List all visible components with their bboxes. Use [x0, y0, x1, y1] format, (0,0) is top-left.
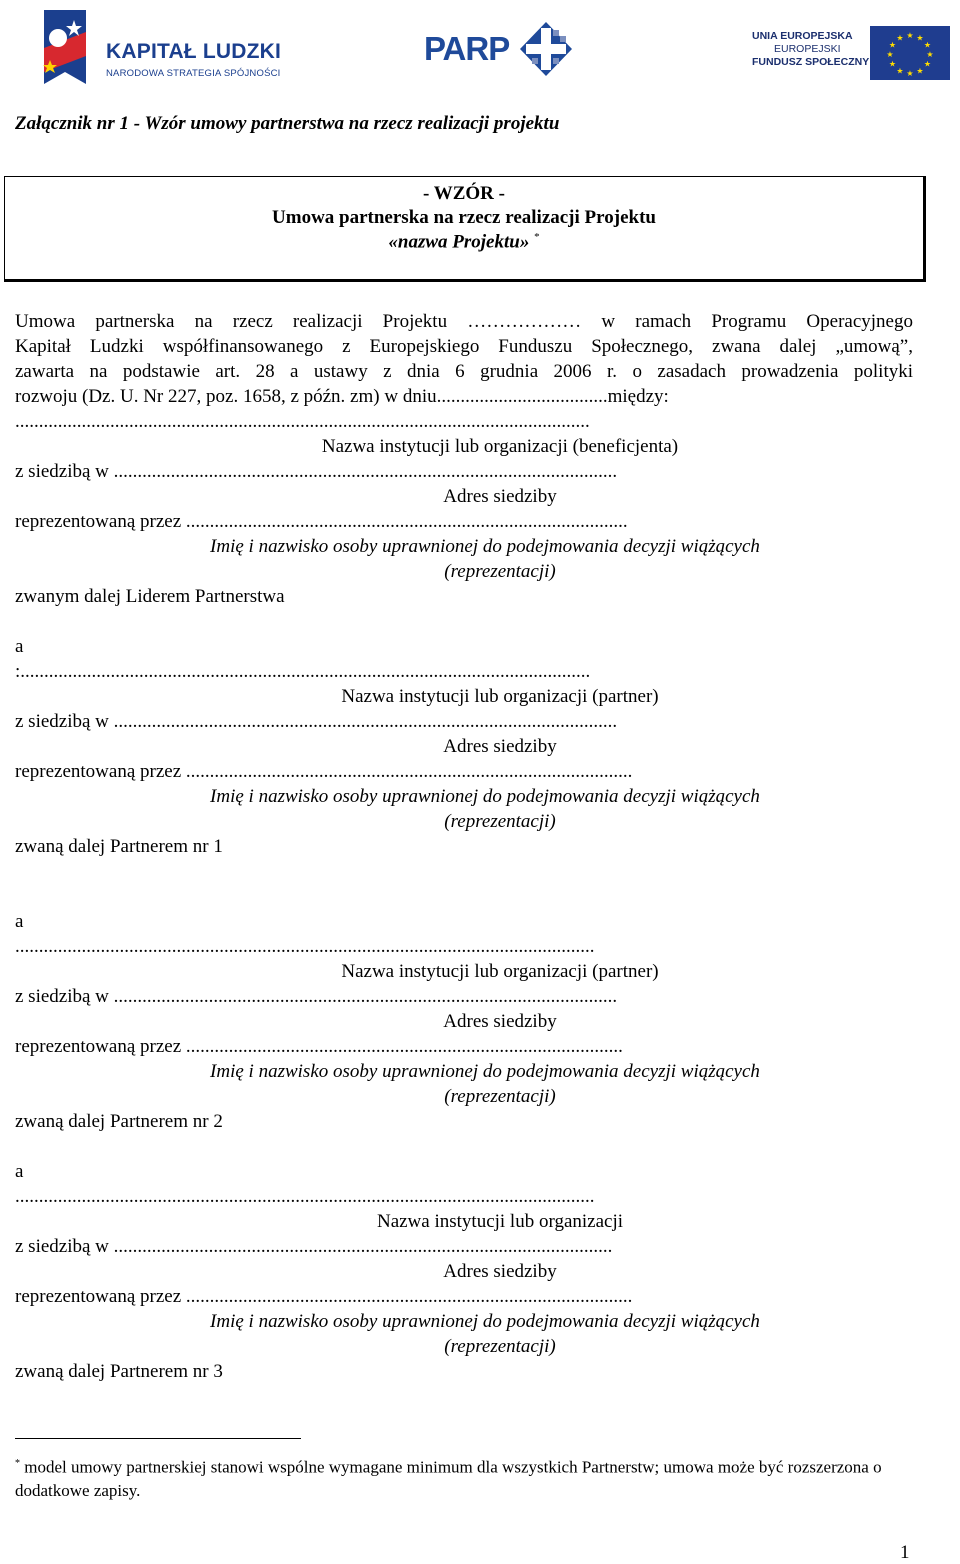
partner1-rep-field: reprezentowaną przez ..............................................................................................	[15, 761, 633, 782]
leader-rep-caption: Imię i nazwisko osoby uprawnionej do podejmowania decyzji wiążących	[210, 536, 760, 557]
kapital-ludzki-logo	[36, 10, 296, 92]
template-label: - WZÓR -	[423, 183, 505, 204]
eu-line: UNIA EUROPEJSKA	[752, 30, 853, 42]
footnote	[15, 1452, 925, 1502]
footnote-text: model umowy partnerskiej stanowi wspólne wymagane minimum dla wszystkich Partnerstw; umowa może być rozszerzona o dodatkowe zapisy.	[15, 1457, 882, 1500]
leader-seat-caption: Adres siedziby	[443, 486, 557, 507]
page-number: 1	[900, 1542, 910, 1563]
partner2-seat-field: z siedzibą w ..........................................................................................................	[15, 986, 618, 1007]
svg-text:★: ★	[916, 33, 924, 43]
project-name-placeholder	[5, 231, 923, 253]
agreement-title-box	[4, 176, 926, 282]
partner1-name-field: :........................................................................................................................	[15, 661, 591, 682]
partner3-seat-field: z siedzibą w .........................................................................................................	[15, 1236, 613, 1257]
efs-line1: EUROPEJSKI	[774, 43, 841, 55]
leader-name-caption: Nazwa instytucji lub organizacji (beneficjenta)	[321, 436, 679, 457]
footnote-divider	[15, 1438, 301, 1439]
leader-rep-field: reprezentowaną przez .............................................................................................	[15, 511, 628, 532]
partner3-rep-caption: Imię i nazwisko osoby uprawnionej do podejmowania decyzji wiążących	[210, 1311, 760, 1332]
eu-efs-text	[752, 30, 869, 69]
partner3-name-caption: Nazwa instytucji lub organizacji	[376, 1211, 624, 1232]
partner2-and: a	[15, 911, 24, 932]
partner3-rep-caption-2: (reprezentacji)	[444, 1336, 556, 1357]
eu-efs-logo	[752, 22, 952, 82]
svg-text:★: ★	[916, 66, 924, 76]
svg-text:★: ★	[888, 40, 897, 50]
svg-text:★: ★	[888, 59, 897, 69]
leader-called: zwanym dalej Liderem Partnerstwa	[15, 586, 285, 607]
svg-text:★: ★	[923, 40, 932, 50]
svg-text:★: ★	[923, 59, 932, 69]
partner3-name-field: ..........................................................................................................................	[15, 1186, 595, 1207]
partner3-seat-caption: Adres siedziby	[443, 1261, 557, 1282]
intro-line-1: Umowa partnerska na rzecz realizacji Projektu ……………… w ramach Programu Operacyjnego	[15, 311, 913, 332]
partner2-called: zwaną dalej Partnerem nr 2	[15, 1111, 223, 1132]
intro-line-3: zawarta na podstawie art. 28 a ustawy z dnia 6 grudnia 2006 r. o zasadach prowadzenia polityki	[15, 361, 913, 382]
partner2-rep-field: reprezentowaną przez ............................................................................................	[15, 1036, 623, 1057]
parp-wordmark: PARP	[424, 30, 510, 67]
intro-line-4: rozwoju (Dz. U. Nr 227, poz. 1658, z późn. zm) w dniu....................................między:	[15, 386, 669, 407]
partner1-seat-caption: Adres siedziby	[443, 736, 557, 757]
efs-line2: FUNDUSZ SPOŁECZNY	[752, 56, 870, 68]
partner3-and: a	[15, 1161, 24, 1182]
partner1-seat-field: z siedzibą w ..........................................................................................................	[15, 711, 618, 732]
kapital-ludzki-wordmark: KAPITAŁ LUDZKI	[106, 40, 282, 63]
kapital-ludzki-tagline: NARODOWA STRATEGIA SPÓJNOŚCI	[106, 68, 281, 79]
partner2-name-caption: Nazwa instytucji lub organizacji (partner)	[341, 961, 659, 982]
partner3-rep-field: reprezentowaną przez ..............................................................................................	[15, 1286, 633, 1307]
partner2-seat-caption: Adres siedziby	[443, 1011, 557, 1032]
partner1-and: a	[15, 636, 24, 657]
svg-text:★: ★	[906, 31, 914, 40]
parp-logo	[424, 22, 574, 82]
parp-emblem-icon	[520, 22, 572, 76]
partner1-rep-caption: Imię i nazwisko osoby uprawnionej do podejmowania decyzji wiążących	[210, 786, 760, 807]
leader-seat-field: z siedzibą w ..........................................................................................................	[15, 461, 618, 482]
partner2-rep-caption: Imię i nazwisko osoby uprawnionej do podejmowania decyzji wiążących	[210, 1061, 760, 1082]
svg-text:★: ★	[886, 50, 894, 59]
partner1-called: zwaną dalej Partnerem nr 1	[15, 836, 223, 857]
intro-line-2: Kapitał Ludzki współfinansowanego z Europejskiego Funduszu Społecznego, zwana dalej „umową”,	[15, 336, 913, 357]
svg-text:★: ★	[896, 66, 904, 76]
project-name-text: «nazwa Projektu»	[388, 231, 530, 253]
partner2-name-field: ..........................................................................................................................	[15, 936, 595, 957]
svg-text:★: ★	[906, 69, 914, 78]
leader-rep-caption-2: (reprezentacji)	[444, 561, 556, 582]
partner1-name-caption: Nazwa instytucji lub organizacji (partner)	[341, 686, 659, 707]
partner2-rep-caption-2: (reprezentacji)	[444, 1086, 556, 1107]
svg-text:★: ★	[896, 33, 904, 43]
agreement-title: Umowa partnerska na rzecz realizacji Projektu	[272, 207, 656, 228]
footnote-mark: *	[15, 1458, 20, 1469]
header-logos	[0, 0, 960, 100]
annex-title: Załącznik nr 1 - Wzór umowy partnerstwa na rzecz realizacji projektu	[15, 113, 560, 134]
footnote-marker: *	[534, 231, 540, 243]
svg-text:★: ★	[926, 50, 934, 59]
eu-flag-icon	[870, 26, 950, 80]
partner3-called: zwaną dalej Partnerem nr 3	[15, 1361, 223, 1382]
kapital-ludzki-emblem-icon	[36, 10, 94, 92]
partner1-rep-caption-2: (reprezentacji)	[444, 811, 556, 832]
leader-name-field: .........................................................................................................................	[15, 411, 590, 432]
